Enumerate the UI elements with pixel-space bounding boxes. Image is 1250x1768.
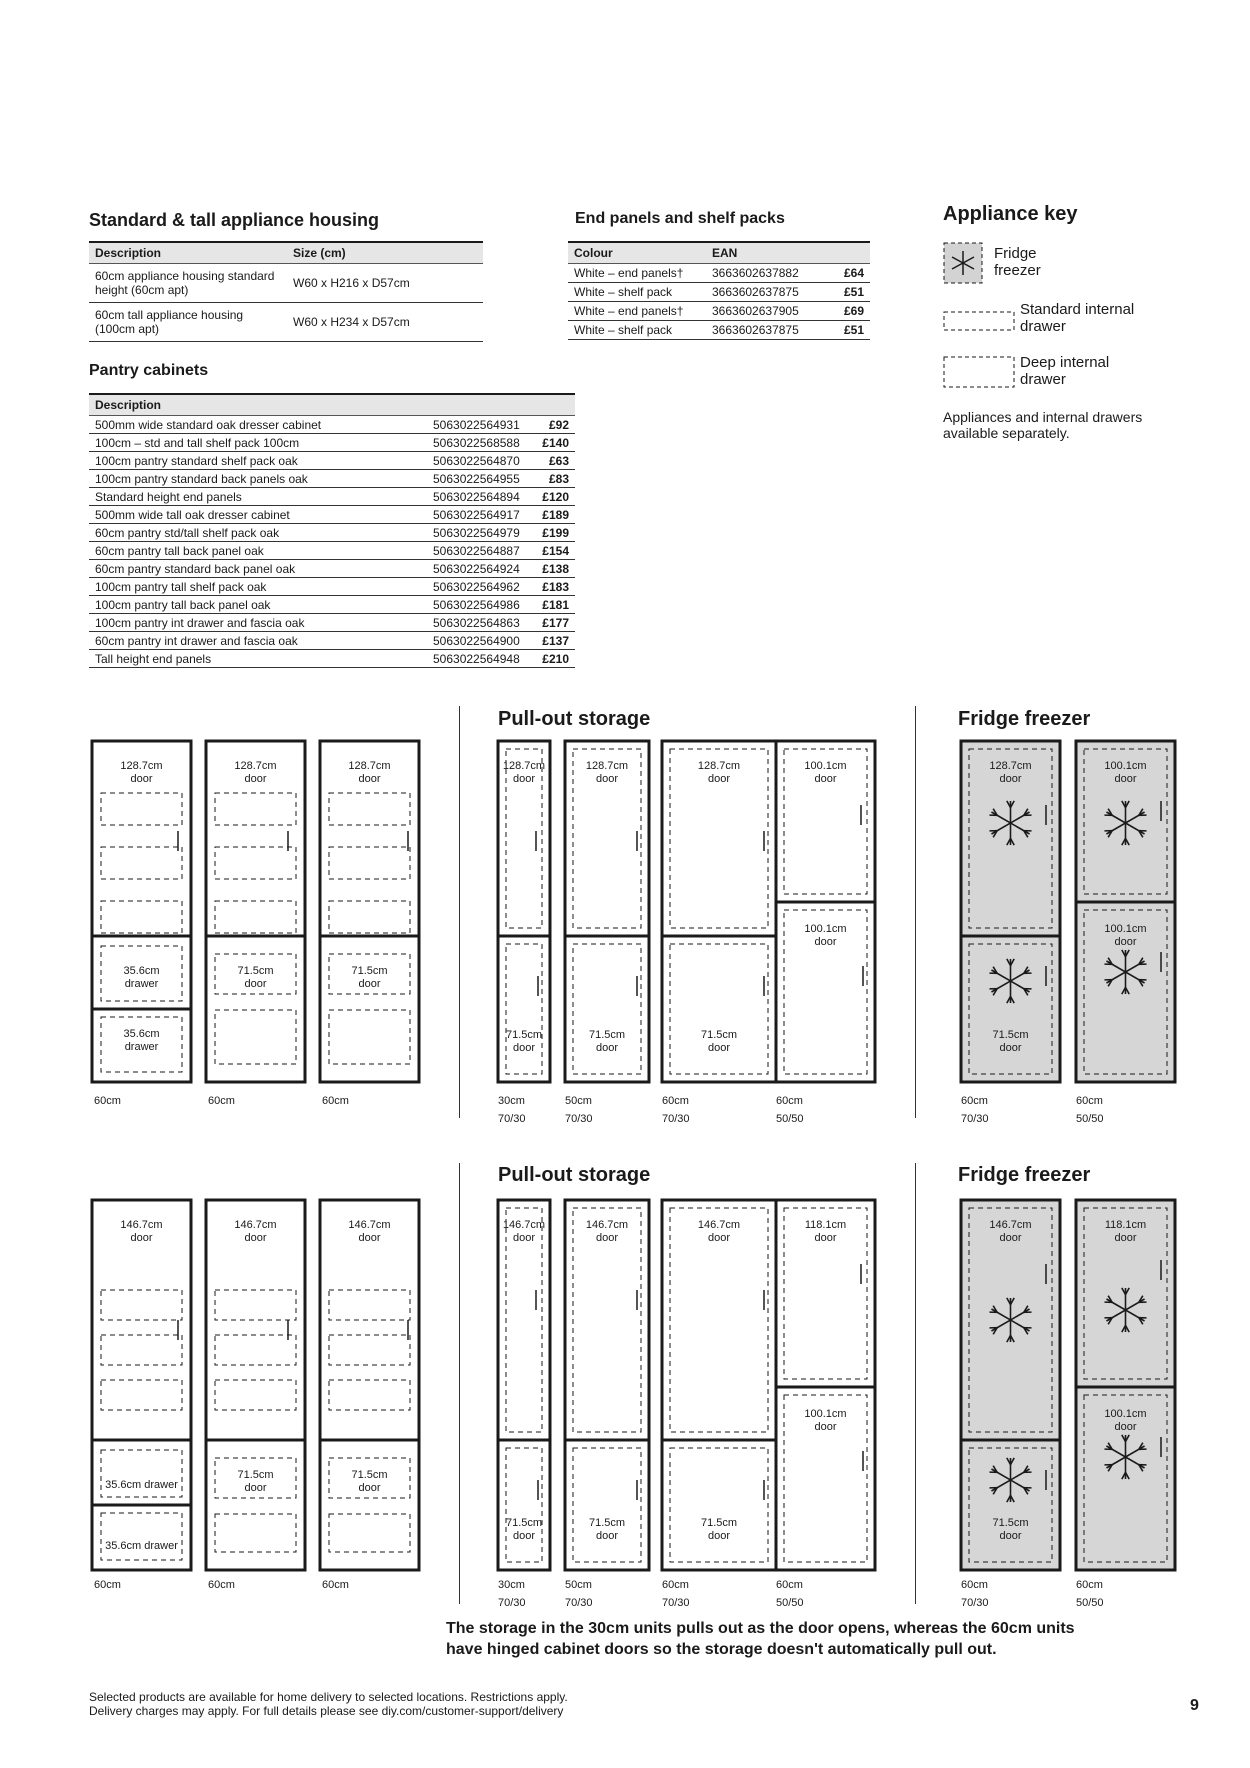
dimension-label: 100.1cm door bbox=[1104, 923, 1147, 948]
split-label: 70/30 bbox=[565, 1597, 593, 1609]
pantry-price: £138 bbox=[533, 560, 575, 578]
internal-drawer-outline bbox=[101, 1335, 182, 1365]
width-label: 30cm bbox=[498, 1579, 525, 1591]
dimension-label: 71.5cm door bbox=[351, 965, 388, 990]
ean-cell: 3663602637905 bbox=[706, 302, 830, 321]
width-label: 60cm bbox=[94, 1579, 121, 1591]
pantry-ean: 5063022564924 bbox=[427, 560, 533, 578]
key-note: Appliances and internal drawers available separately. bbox=[943, 409, 1143, 441]
dimension-label: 146.7cm door bbox=[585, 1219, 629, 1244]
internal-drawer-outline bbox=[101, 847, 182, 879]
dimension-label: 128.7cm door bbox=[234, 760, 277, 785]
dimension-label: 118.1cm door bbox=[1104, 1219, 1147, 1244]
pantry-desc: Tall height end panels bbox=[89, 650, 427, 668]
split-label: 70/30 bbox=[498, 1113, 526, 1125]
pantry-title: Pantry cabinets bbox=[89, 362, 209, 379]
pantry-price: £92 bbox=[533, 416, 575, 434]
ean-cell: 3663602637875 bbox=[706, 321, 830, 340]
dimension-label: 71.5cm door bbox=[700, 1517, 738, 1542]
pantry-ean: 5063022564917 bbox=[427, 506, 533, 524]
width-label: 60cm bbox=[322, 1095, 349, 1107]
pantry-price: £189 bbox=[533, 506, 575, 524]
door-outline bbox=[506, 944, 542, 1074]
internal-drawer-outline bbox=[101, 1380, 182, 1410]
pullout-cabinet-outline bbox=[662, 1200, 776, 1570]
pantry-price: £63 bbox=[533, 452, 575, 470]
drawer-label: 35.6cm drawer bbox=[105, 1540, 178, 1552]
dimension-label: 118.1cm door bbox=[804, 1219, 847, 1244]
width-label: 60cm bbox=[208, 1579, 235, 1591]
internal-drawer-outline bbox=[215, 793, 296, 825]
pullout-title-1: Pull-out storage bbox=[498, 708, 651, 730]
width-label: 50cm bbox=[565, 1095, 592, 1107]
end-panels-header-ean: EAN bbox=[706, 242, 870, 264]
internal-drawer-outline bbox=[329, 1290, 410, 1320]
pantry-cabinet-outline bbox=[206, 741, 305, 1082]
split-label: 50/50 bbox=[776, 1597, 804, 1609]
price-cell: £64 bbox=[830, 264, 870, 283]
pantry-desc: 100cm – std and tall shelf pack 100cm bbox=[89, 434, 427, 452]
split-label: 70/30 bbox=[961, 1113, 989, 1125]
pantry-price: £154 bbox=[533, 542, 575, 560]
pantry-price: £140 bbox=[533, 434, 575, 452]
pantry-price: £137 bbox=[533, 632, 575, 650]
internal-drawer-outline bbox=[215, 847, 296, 879]
fridge-title-2: Fridge freezer bbox=[958, 1164, 1091, 1186]
dimension-label: 100.1cm door bbox=[1104, 760, 1147, 785]
housing-header-description: Description bbox=[89, 242, 287, 264]
pantry-ean: 5063022564931 bbox=[427, 416, 533, 434]
pantry-header-description: Description bbox=[89, 394, 575, 416]
storage-note: The storage in the 30cm units pulls out as the door opens, whereas the 60cm units have hinged cabinet doors so the storage doesn't automatically pull out. bbox=[446, 1620, 1075, 1658]
pantry-ean: 5063022564986 bbox=[427, 596, 533, 614]
internal-drawer-outline bbox=[329, 1335, 410, 1365]
dimension-label: 146.7cm door bbox=[120, 1219, 163, 1244]
pantry-price: £199 bbox=[533, 524, 575, 542]
internal-drawer-outline bbox=[101, 793, 182, 825]
internal-drawer-outline bbox=[329, 1010, 410, 1064]
pantry-desc: 100cm pantry standard shelf pack oak bbox=[89, 452, 427, 470]
price-cell: £69 bbox=[830, 302, 870, 321]
pantry-desc: 100cm pantry tall shelf pack oak bbox=[89, 578, 427, 596]
pantry-desc: 60cm pantry std/tall shelf pack oak bbox=[89, 524, 427, 542]
pantry-price: £210 bbox=[533, 650, 575, 668]
internal-drawer-outline bbox=[215, 901, 296, 933]
door-outline bbox=[670, 1448, 768, 1562]
internal-drawer-outline bbox=[329, 901, 410, 933]
internal-drawer-outline bbox=[329, 1514, 410, 1552]
pantry-price: £83 bbox=[533, 470, 575, 488]
fridge-freezer-outline bbox=[1076, 1200, 1175, 1570]
pantry-desc: 500mm wide tall oak dresser cabinet bbox=[89, 506, 427, 524]
fridge-freezer-outline bbox=[961, 1200, 1060, 1570]
dimension-label: 128.7cm door bbox=[585, 760, 629, 785]
dimension-label: 100.1cm door bbox=[804, 1408, 847, 1433]
housing-header-size: Size (cm) bbox=[287, 242, 483, 264]
width-label: 60cm bbox=[776, 1095, 803, 1107]
dimension-label: 71.5cm door bbox=[992, 1029, 1029, 1054]
pantry-price: £183 bbox=[533, 578, 575, 596]
door-outline bbox=[573, 1448, 641, 1562]
pantry-desc: 100cm pantry int drawer and fascia oak bbox=[89, 614, 427, 632]
dimension-label: 128.7cm door bbox=[120, 760, 163, 785]
width-label: 60cm bbox=[776, 1579, 803, 1591]
split-label: 70/30 bbox=[662, 1597, 690, 1609]
width-label: 60cm bbox=[208, 1095, 235, 1107]
split-label: 70/30 bbox=[961, 1597, 989, 1609]
key-standard-drawer-label: Standard internal drawer bbox=[1020, 301, 1135, 335]
dimension-label: 100.1cm door bbox=[1104, 1408, 1147, 1433]
internal-drawer-outline bbox=[215, 1290, 296, 1320]
key-deep-drawer-label: Deep internal drawer bbox=[1020, 354, 1110, 388]
dimension-label: 71.5cm door bbox=[237, 965, 274, 990]
dimension-label: 35.6cm drawer bbox=[123, 1028, 160, 1053]
internal-drawer-outline bbox=[329, 1380, 410, 1410]
dimension-label: 128.7cm door bbox=[348, 760, 391, 785]
pantry-desc: 60cm pantry int drawer and fascia oak bbox=[89, 632, 427, 650]
pantry-cabinet-outline bbox=[320, 741, 419, 1082]
dimension-label: 128.7cm door bbox=[697, 760, 741, 785]
colour-cell: White – shelf pack bbox=[568, 321, 706, 340]
pantry-price: £181 bbox=[533, 596, 575, 614]
dimension-label: 128.7cm door bbox=[502, 760, 546, 785]
dimension-label: 71.5cm door bbox=[237, 1469, 274, 1494]
ean-cell: 3663602637875 bbox=[706, 283, 830, 302]
pantry-ean: 5063022564979 bbox=[427, 524, 533, 542]
door-outline bbox=[506, 1448, 542, 1562]
key-fridge-label: Fridge freezer bbox=[994, 245, 1041, 279]
fridge-freezer-outline bbox=[1076, 741, 1175, 1082]
price-cell: £51 bbox=[830, 321, 870, 340]
width-label: 60cm bbox=[961, 1579, 988, 1591]
split-label: 50/50 bbox=[1076, 1113, 1104, 1125]
pantry-ean: 5063022568588 bbox=[427, 434, 533, 452]
pullout-cabinet-outline bbox=[776, 1200, 875, 1570]
dimension-label: 71.5cm door bbox=[505, 1029, 543, 1054]
pantry-desc: 100cm pantry tall back panel oak bbox=[89, 596, 427, 614]
page-number: 9 bbox=[1190, 1697, 1199, 1714]
dimension-label: 100.1cm door bbox=[804, 923, 847, 948]
pantry-desc: 60cm pantry standard back panel oak bbox=[89, 560, 427, 578]
fridge-title-1: Fridge freezer bbox=[958, 708, 1091, 730]
dimension-label: 100.1cm door bbox=[804, 760, 847, 785]
door-outline bbox=[573, 944, 641, 1074]
pullout-cabinet-outline bbox=[776, 741, 875, 1082]
pantry-desc: 500mm wide standard oak dresser cabinet bbox=[89, 416, 427, 434]
internal-drawer-outline bbox=[329, 793, 410, 825]
width-label: 60cm bbox=[322, 1579, 349, 1591]
end-panels-header-colour: Colour bbox=[568, 242, 706, 264]
pantry-ean: 5063022564948 bbox=[427, 650, 533, 668]
internal-drawer-outline bbox=[215, 1010, 296, 1064]
pantry-ean: 5063022564887 bbox=[427, 542, 533, 560]
pantry-ean: 5063022564955 bbox=[427, 470, 533, 488]
housing-size: W60 x H216 x D57cm bbox=[287, 264, 483, 303]
internal-drawer-outline bbox=[101, 1290, 182, 1320]
dimension-label: 71.5cm door bbox=[505, 1517, 543, 1542]
internal-drawer-outline bbox=[215, 1380, 296, 1410]
internal-drawer-outline bbox=[101, 901, 182, 933]
internal-drawer-outline bbox=[329, 847, 410, 879]
internal-drawer-outline bbox=[101, 1513, 182, 1560]
dimension-label: 71.5cm door bbox=[588, 1517, 626, 1542]
dimension-label: 146.7cm door bbox=[502, 1219, 546, 1244]
footer-line-1: Selected products are available for home delivery to selected locations. Restrictions apply. bbox=[89, 1690, 568, 1704]
pullout-cabinet-outline bbox=[565, 1200, 649, 1570]
footer-line-2: Delivery charges may apply. For full details please see diy.com/customer-support/delivery bbox=[89, 1704, 564, 1718]
housing-size: W60 x H234 x D57cm bbox=[287, 303, 483, 342]
split-label: 70/30 bbox=[498, 1597, 526, 1609]
internal-drawer-outline bbox=[215, 1514, 296, 1552]
end-panels-title: End panels and shelf packs bbox=[575, 210, 785, 227]
pantry-ean: 5063022564863 bbox=[427, 614, 533, 632]
ean-cell: 3663602637882 bbox=[706, 264, 830, 283]
width-label: 30cm bbox=[498, 1095, 525, 1107]
dimension-label: 71.5cm door bbox=[588, 1029, 626, 1054]
split-label: 50/50 bbox=[776, 1113, 804, 1125]
dimension-label: 146.7cm door bbox=[697, 1219, 741, 1244]
pantry-ean: 5063022564900 bbox=[427, 632, 533, 650]
dimension-label: 146.7cm door bbox=[989, 1219, 1032, 1244]
colour-cell: White – shelf pack bbox=[568, 283, 706, 302]
dimension-label: 146.7cm door bbox=[234, 1219, 277, 1244]
pantry-ean: 5063022564962 bbox=[427, 578, 533, 596]
pantry-price: £120 bbox=[533, 488, 575, 506]
pantry-price: £177 bbox=[533, 614, 575, 632]
pantry-desc: 100cm pantry standard back panels oak bbox=[89, 470, 427, 488]
housing-title: Standard & tall appliance housing bbox=[89, 210, 380, 230]
split-label: 70/30 bbox=[662, 1113, 690, 1125]
split-label: 70/30 bbox=[565, 1113, 593, 1125]
appliance-key-title: Appliance key bbox=[943, 203, 1078, 225]
door-outline bbox=[670, 944, 768, 1074]
dimension-label: 146.7cm door bbox=[348, 1219, 391, 1244]
dimension-label: 71.5cm door bbox=[992, 1517, 1029, 1542]
width-label: 60cm bbox=[94, 1095, 121, 1107]
width-label: 60cm bbox=[662, 1095, 689, 1107]
width-label: 60cm bbox=[662, 1579, 689, 1591]
width-label: 50cm bbox=[565, 1579, 592, 1591]
pantry-desc: Standard height end panels bbox=[89, 488, 427, 506]
width-label: 60cm bbox=[1076, 1579, 1103, 1591]
pantry-desc: 60cm pantry tall back panel oak bbox=[89, 542, 427, 560]
colour-cell: White – end panels† bbox=[568, 264, 706, 283]
dimension-label: 71.5cm door bbox=[351, 1469, 388, 1494]
price-cell: £51 bbox=[830, 283, 870, 302]
split-label: 50/50 bbox=[1076, 1597, 1104, 1609]
pantry-ean: 5063022564870 bbox=[427, 452, 533, 470]
width-label: 60cm bbox=[961, 1095, 988, 1107]
pantry-ean: 5063022564894 bbox=[427, 488, 533, 506]
housing-desc: 60cm tall appliance housing (100cm apt) bbox=[89, 303, 287, 342]
pullout-title-2: Pull-out storage bbox=[498, 1164, 651, 1186]
pantry-cabinet-outline bbox=[92, 1200, 191, 1570]
housing-desc: 60cm appliance housing standard height (60cm apt) bbox=[89, 264, 287, 303]
dimension-label: 71.5cm door bbox=[700, 1029, 738, 1054]
dimension-label: 128.7cm door bbox=[989, 760, 1032, 785]
width-label: 60cm bbox=[1076, 1095, 1103, 1107]
colour-cell: White – end panels† bbox=[568, 302, 706, 321]
dimension-label: 35.6cm drawer bbox=[123, 965, 160, 990]
internal-drawer-outline bbox=[215, 1335, 296, 1365]
drawer-label: 35.6cm drawer bbox=[105, 1479, 178, 1491]
